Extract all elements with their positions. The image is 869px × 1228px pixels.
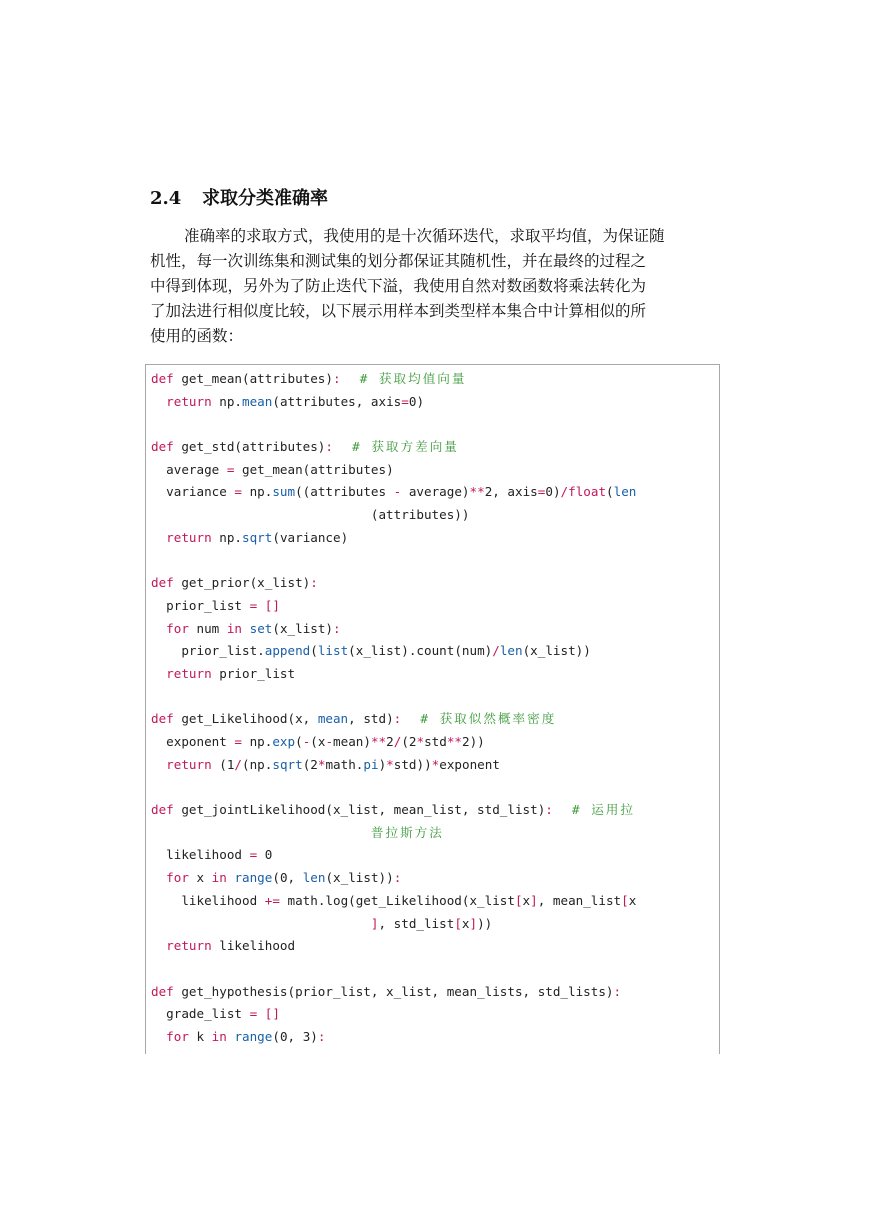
code-token xyxy=(151,757,166,772)
code-token: (np. xyxy=(242,756,273,772)
code-token: get_jointLikelihood(x_list, mean_list, std_list) xyxy=(173,802,546,818)
code-token: [] xyxy=(264,597,280,613)
code-token: # 获取方差向量 xyxy=(333,439,459,455)
code-token: : xyxy=(613,983,622,999)
code-token: average xyxy=(151,461,227,477)
code-line xyxy=(151,663,636,686)
code-token: get_prior(x_list) xyxy=(173,575,311,591)
code-token: - xyxy=(393,484,402,500)
code-token: math. xyxy=(325,756,364,772)
code-token: : xyxy=(332,371,341,386)
code-token: , std) xyxy=(348,711,394,727)
code-token: set xyxy=(249,620,273,636)
code-token: / xyxy=(234,756,243,772)
code-token: : xyxy=(393,711,402,727)
code-line xyxy=(151,1026,636,1049)
code-token: get_std(attributes) xyxy=(173,439,326,455)
code-token: np. xyxy=(242,484,273,500)
code-token: = xyxy=(234,484,242,500)
code-token xyxy=(151,870,166,885)
code-token: append xyxy=(264,643,311,659)
code-token: - xyxy=(302,734,311,749)
code-line xyxy=(151,1003,636,1026)
section-title: 求取分类准确率 xyxy=(202,188,328,209)
code-token: ** xyxy=(446,734,463,749)
code-token: : xyxy=(393,870,402,886)
code-token: ) xyxy=(378,756,387,772)
code-token: average) xyxy=(401,484,470,500)
code-token: = xyxy=(234,734,242,749)
code-token: x xyxy=(461,915,470,931)
code-token: (x_list)) xyxy=(522,643,591,659)
code-token: / xyxy=(492,643,500,659)
code-token: = xyxy=(249,597,258,613)
code-line xyxy=(151,867,636,890)
code-line xyxy=(151,754,636,777)
code-line xyxy=(151,527,636,550)
code-token: likelihood xyxy=(151,892,265,908)
code-token: : xyxy=(317,1028,326,1044)
code-token: mean xyxy=(242,393,273,409)
code-token: for xyxy=(166,620,189,636)
code-token: x xyxy=(522,892,531,908)
code-token xyxy=(151,1029,166,1044)
code-token: def xyxy=(151,371,174,386)
code-token xyxy=(151,394,166,409)
code-token: [ xyxy=(621,892,629,908)
code-token: std)) xyxy=(393,756,432,772)
code-token: sqrt xyxy=(242,529,273,545)
code-line xyxy=(151,686,636,709)
code-token: ** xyxy=(370,734,387,749)
code-token: )) xyxy=(477,915,493,931)
code-token: for xyxy=(166,1028,189,1044)
code-line xyxy=(151,481,636,504)
code-token: [] xyxy=(264,1006,280,1022)
code-token: 2)) xyxy=(462,734,485,749)
code-token: # 获取均值向量 xyxy=(340,371,467,386)
code-token: * xyxy=(386,756,394,772)
code-token: (1 xyxy=(211,756,235,772)
code-token: (attributes, axis xyxy=(272,393,402,409)
code-token: return xyxy=(166,938,212,954)
paragraph-line: 使用的函数： xyxy=(150,327,244,345)
paragraph-line: 了加法进行相似度比较，以下展示用样本到类型样本集合中计算相似的所 xyxy=(150,302,647,320)
code-line xyxy=(151,436,636,459)
code-token: ( xyxy=(310,643,318,659)
code-line xyxy=(151,799,636,822)
code-token: np. xyxy=(211,393,243,409)
code-line xyxy=(151,504,636,527)
code-token: # 获取似然概率密度 xyxy=(401,711,557,727)
code-token: len xyxy=(613,484,637,500)
code-token: likelihood xyxy=(151,847,250,863)
code-token: , mean_list xyxy=(537,892,622,908)
code-line xyxy=(151,958,636,981)
code-token: = xyxy=(537,484,546,500)
code-token: x xyxy=(188,870,212,886)
code-token xyxy=(257,598,265,613)
code-token: std xyxy=(424,734,447,749)
paragraph-line: 准确率的求取方式，我使用的是十次循环迭代，求取平均值，为保证随 xyxy=(184,227,665,245)
code-line xyxy=(151,844,636,867)
code-token: x xyxy=(628,892,637,908)
code-token: sqrt xyxy=(272,756,303,772)
code-token: mean) xyxy=(333,734,371,749)
code-token: 0 xyxy=(257,847,273,863)
code-token: / xyxy=(393,734,402,749)
code-token: return xyxy=(166,393,212,409)
paragraph-line: 机性，每一次训练集和测试集的划分都保证其随机性，并在最终的过程之 xyxy=(150,252,647,270)
code-line xyxy=(151,595,636,618)
code-token: (0, 3) xyxy=(272,1028,318,1044)
code-token: np. xyxy=(242,734,273,749)
code-token: - xyxy=(325,734,334,749)
code-token: exp xyxy=(272,734,296,749)
code-line xyxy=(151,890,636,913)
code-token: += xyxy=(264,892,280,908)
code-line xyxy=(151,368,636,391)
code-token: return xyxy=(166,529,212,545)
code-token: = xyxy=(249,1006,258,1022)
code-line xyxy=(151,640,636,663)
code-token: math.log(get_Likelihood(x_list xyxy=(279,892,515,908)
code-token: sum xyxy=(272,484,296,500)
code-token xyxy=(242,621,250,636)
code-token: (x_list)) xyxy=(325,870,394,886)
code-token: (attributes)) xyxy=(151,507,470,523)
code-line xyxy=(151,935,636,958)
code-token: return xyxy=(166,756,212,772)
code-token: def xyxy=(151,802,174,818)
section-number: 2.4 xyxy=(150,188,182,209)
code-token: len xyxy=(499,643,523,659)
code-line xyxy=(151,413,636,436)
code-token: ] xyxy=(370,915,379,931)
code-token: * xyxy=(317,756,326,772)
code-token: def xyxy=(151,983,174,999)
code-token: grade_list xyxy=(151,1006,250,1022)
code-token: pi xyxy=(363,756,379,772)
code-token xyxy=(257,1006,265,1021)
code-token: ** xyxy=(469,484,485,500)
code-token xyxy=(151,530,166,545)
code-token: in xyxy=(211,1028,227,1044)
code-token: ] xyxy=(469,915,478,931)
code-token: (x_list) xyxy=(272,620,334,636)
code-token: list xyxy=(317,643,349,659)
code-token: exponent xyxy=(439,756,500,772)
code-line xyxy=(151,913,636,936)
code-line xyxy=(151,708,636,731)
code-token: : xyxy=(333,620,341,636)
code-token: (0, xyxy=(272,870,303,886)
code-token: ( xyxy=(295,734,303,749)
code-token: 2 xyxy=(386,734,394,749)
code-line xyxy=(151,822,636,845)
code-token: def xyxy=(151,575,174,591)
code-token: mean xyxy=(317,711,349,727)
code-line xyxy=(151,981,636,1004)
code-line xyxy=(151,731,636,754)
code-token: float xyxy=(568,484,607,500)
code-listing xyxy=(151,368,636,1049)
code-token: get_mean(attributes) xyxy=(173,371,333,386)
code-token: : xyxy=(325,439,333,455)
code-token xyxy=(151,666,166,681)
code-token: = xyxy=(401,393,409,409)
paragraph-line: 中得到体现，另外为了防止迭代下溢，我使用自然对数函数将乘法转化为 xyxy=(150,277,647,295)
code-token: get_mean(attributes) xyxy=(234,461,394,477)
code-token: = xyxy=(226,461,235,477)
code-token: (2 xyxy=(401,734,417,749)
code-token: 普拉斯方法 xyxy=(370,824,444,840)
code-token: np. xyxy=(211,529,243,545)
code-token xyxy=(151,621,166,636)
code-token: (2 xyxy=(302,756,318,772)
code-token: 0) xyxy=(545,484,561,500)
code-token: = xyxy=(249,847,258,863)
code-token: range xyxy=(234,1028,273,1044)
code-token: exponent xyxy=(151,734,235,749)
code-token: num xyxy=(188,620,227,636)
code-token xyxy=(151,938,166,953)
code-token: variance xyxy=(151,484,235,500)
code-token: for xyxy=(166,870,189,886)
code-token: in xyxy=(211,870,227,886)
code-token: , std_list xyxy=(378,915,455,931)
code-token: [ xyxy=(454,915,462,931)
code-token: prior_list xyxy=(151,597,250,613)
code-token: 2, axis xyxy=(484,484,538,500)
code-token: prior_list. xyxy=(151,643,265,659)
code-token: ( xyxy=(606,484,614,500)
code-token: k xyxy=(188,1028,212,1044)
body-paragraph xyxy=(150,224,722,349)
code-token: get_Likelihood(x, xyxy=(173,711,318,727)
code-line xyxy=(151,572,636,595)
code-token: range xyxy=(234,870,273,886)
code-token: : xyxy=(310,575,318,591)
code-token: len xyxy=(302,870,326,886)
code-token: def xyxy=(151,711,174,727)
code-token: (variance) xyxy=(272,529,349,545)
code-token: : xyxy=(545,802,553,818)
code-line xyxy=(151,776,636,799)
code-token: * xyxy=(431,756,440,772)
code-token: return xyxy=(166,665,212,681)
code-line xyxy=(151,459,636,482)
code-line xyxy=(151,618,636,641)
code-token: (x_list).count(num) xyxy=(348,643,493,659)
code-token: (x xyxy=(310,734,326,749)
code-token: / xyxy=(560,484,569,500)
code-token: get_hypothesis(prior_list, x_list, mean_lists, std_lists) xyxy=(173,983,614,999)
code-line xyxy=(151,550,636,573)
code-token: ] xyxy=(530,892,538,908)
code-token: [ xyxy=(514,892,523,908)
code-token: 0) xyxy=(408,393,425,409)
code-token: def xyxy=(151,439,174,455)
code-token xyxy=(151,916,371,931)
code-token: ((attributes xyxy=(295,484,394,500)
code-token: # 运用拉 xyxy=(552,802,635,818)
code-token: prior_list xyxy=(211,665,296,681)
code-token: likelihood xyxy=(211,938,296,954)
code-token: * xyxy=(416,734,425,749)
section-heading xyxy=(150,184,328,210)
code-line xyxy=(151,391,636,414)
code-token xyxy=(151,825,371,840)
code-token: in xyxy=(226,620,243,636)
